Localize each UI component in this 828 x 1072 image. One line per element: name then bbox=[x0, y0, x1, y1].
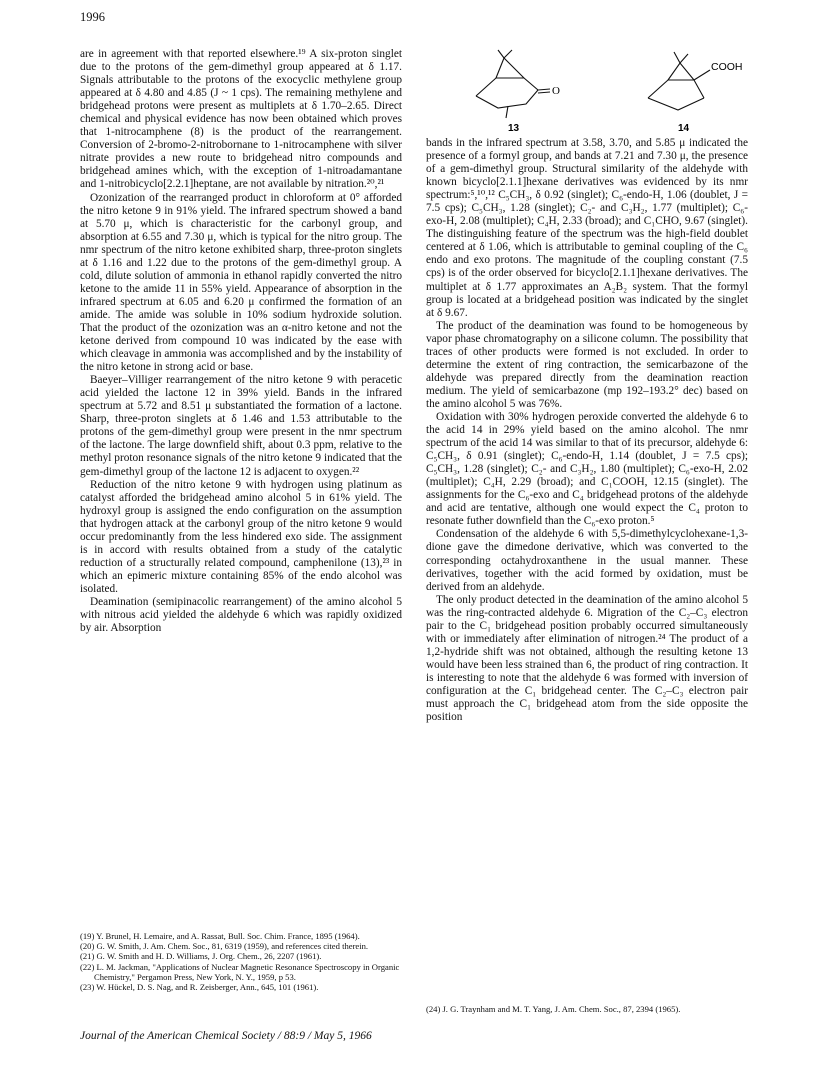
methyl-13-b bbox=[504, 50, 512, 58]
left-paragraph-3: Baeyer–Villiger rearrangement of the nitro ketone 9 with peracetic acid yielded the lactone 12 in 39% yield. Bands in the infrared spectrum at 5.72 and 8.51 μ substantiated the formation of a lactone. Sharp, three-proton singlets at δ 1.46 and 1.53 attributable to the protons of the gem-dimethyl group were present in the nmr spectrum of the lactone. The large downfield shift, about 0.3 ppm, relative to the methyl proton resonance signals of the nitro ketone 9 indicated that the gem-dimethyl group of the lactone 12 is adjacent to oxygen.²² bbox=[80, 374, 402, 478]
footnote-21: (21) G. W. Smith and H. D. Williams, J. Org. Chem., 26, 2207 (1961). bbox=[80, 951, 322, 962]
right-paragraph-4: Condensation of the aldehyde 6 with 5,5-dimethylcyclohexane-1,3-dione gave the dimedone derivative, which was converted to the corresponding octahydroxanthene in the usual manner. These derivatives, together with the acid formed by oxidation, must be derived from an aldehyde. bbox=[426, 528, 748, 593]
methyl-13-a bbox=[498, 50, 504, 58]
right-paragraph-5: The only product detected in the deamination of the amino alcohol 5 was the ring-contracted aldehyde 6. Migration of the C₂–C₃ electron pair to the C₁ bridgehead position probably occurred simultaneously with or immediately after elimination of nitrogen.²⁴ The product of a 1,2-hydride shift was not obtained, although the resulting ketone 13 would have been less strained than 6, the product of ring contraction. It is interesting to note that the aldehyde 6 was formed with inversion of configuration at the C₁ bridgehead center. The C₂–C₃ electron pair must approach the C₁ bridgehead atom from the side opposite the position bbox=[426, 593, 748, 724]
compound-14-acid-group: COOH bbox=[711, 61, 743, 73]
footnote-22: (22) L. M. Jackman, "Applications of Nuclear Magnetic Resonance Spectroscopy in Organic Chemistry," Pergamon Press, New York, N. Y., 1959, p 53. bbox=[80, 961, 400, 982]
bond-13-lower bbox=[506, 106, 508, 118]
bond-14-acid bbox=[694, 70, 710, 80]
journal-footer: Journal of the American Chemical Society / 88:9 / May 5, 1966 bbox=[80, 1030, 372, 1042]
left-paragraph-5: Deamination (semipinacolic rearrangement) of the amino alcohol 5 with nitrous acid yielded the aldehyde 6 which was rapidly oxidized by air. Absorption bbox=[80, 595, 402, 635]
right-paragraph-1: bands in the infrared spectrum at 3.58, 3.70, and 5.85 μ indicated the presence of a formyl group, and bands at 7.21 and 7.30 μ, the presence of a gem-dimethyl group. Structural similarity of the aldehyde with known bicyclo[2.1.1]hexane derivatives was evidenced by its nmr spectrum:⁵,¹⁰,¹² C₅CH₃, δ 0.92 (singlet); C₆-endo-H, 1.06 (doublet, J = 7.5 cps); C₅CH₃, 1.28 (singlet); C₂- and C₃H₂, 1.77 (multiplet); C₆-exo-H, 2.08 (multiplet); C₄H, 2.33 (broad); and C₁CHO, 9.67 (singlet). The distinguishing feature of the spectrum was the high-field doublet centered at δ 1.06, which is attributable to geminal coupling of the C₆ endo and exo protons. The magnitude of the coupling constant (7.5 cps) is of the order observed for bicyclo[2.1.1]hexane derivatives. The multiplet at δ 1.77 approximates an A₂B₂ system. That the formyl group is located at a bridgehead position was indicated by the singlet at δ 9.67. bbox=[426, 137, 748, 319]
right-footnotes bbox=[426, 1004, 748, 1014]
carbonyl-13-b bbox=[538, 92, 550, 93]
footnote-20: (20) G. W. Smith, J. Am. Chem. Soc., 81, 6319 (1959), and references cited therein. bbox=[80, 941, 369, 952]
bridge-14 bbox=[668, 63, 694, 80]
bridge-13 bbox=[496, 58, 524, 78]
left-paragraph-1: are in agreement with that reported elsewhere.¹⁹ A six-proton singlet due to the protons of the gem-dimethyl group appeared at δ 1.17. Signals attributable to the protons of the exocyclic methylene group appeared at δ 4.80 and 4.85 (J ~ 1 cps). The remaining methylene and bridgehead protons were present as multiplets at δ 1.70–2.65. Direct chemical and physical evidence has now been obtained which proves that 1-nitrocamphene (8) is the product of the rearrangement. Conversion of 2-bromo-2-nitrobornane to 1-nitrocamphene with silver nitrate provides a new route to bridgehead nitro compounds and bridgehead amines which, with the exception of 1-nitroadamantane and 1-nitrobicyclo[2.2.1]heptane, are not available by nitration.²⁰,²¹ bbox=[80, 48, 402, 191]
compound-13-label: 13 bbox=[508, 123, 520, 133]
footnote-24: (24) J. G. Traynham and M. T. Yang, J. Am. Chem. Soc., 87, 2394 (1965). bbox=[426, 1004, 681, 1014]
footnote-23: (23) W. Hückel, D. S. Nag, and R. Zeisberger, Ann., 645, 101 (1961). bbox=[80, 982, 319, 993]
carbonyl-13 bbox=[538, 89, 550, 90]
left-column bbox=[80, 48, 402, 635]
right-paragraph-3: Oxidation with 30% hydrogen peroxide converted the aldehyde 6 to the acid 14 in 29% yield based on the amino alcohol. The nmr spectrum of the acid 14 was similar to that of its precursor, aldehyde 6: C₅CH₃, δ 0.91 (singlet); C₆-endo-H, 1.14 (doublet, J = 7.5 cps); C₅CH₃, 1.28 (singlet); C₂- and C₃H₂, 1.80 (multiplet); C₆-exo-H, 2.02 (multiplet); C₄H, 2.29 (broad); and C₁COOH, 12.15 (singlet). The assignments for the C₆-exo and C₄ bridgehead protons of the aldehyde and acid are tentative, although one would expect the C₄ proton to resonate futher downfield than the C₆-exo proton.⁵ bbox=[426, 410, 748, 528]
compound-13-oxygen: O bbox=[552, 85, 560, 97]
compound-14-label: 14 bbox=[678, 123, 690, 133]
right-paragraph-2: The product of the deamination was found to be homogeneous by vapor phase chromatography on a silicone column. The possibility that traces of other products were formed is not excluded. In order to determine the extent of ring contraction, the semicarbazone of the aldehyde was prepared directly from the deamination reaction medium. The yield of semicarbazone (mp 192–193.2° dec) based on the amino alcohol 5 was 76%. bbox=[426, 319, 748, 410]
left-paragraph-2: Ozonization of the rearranged product in chloroform at 0° afforded the nitro ketone 9 in 91% yield. The infrared spectrum showed a band at 5.70 μ, which is characteristic for the carbonyl group, and absorption at 6.55 and 7.30 μ, which is typical for the nitro group. The nmr spectrum of the nitro ketone exhibited sharp, three-proton singlets at δ 1.16 and 1.22 due to the protons of the gem-dimethyl group. A cold, dilute solution of ammonia in ethanol rapidly converted the nitro ketone to the amide 11 in 55% yield. Appearance of absorption in the infrared spectrum at 6.05 and 6.20 μ confirmed the formation of an amide. The amide was soluble in 10% sodium hydroxide solution. That the product of the ozonization was an α-nitro ketone and not the ketone derived from compound 10 was indicated by the ease with which cleavage in ammonia was accomplished and by the instability of the nitro ketone in strong acid or base. bbox=[80, 191, 402, 374]
ring-14-bottom bbox=[648, 98, 704, 110]
page-number: 1996 bbox=[80, 10, 105, 24]
methyl-14-a bbox=[674, 52, 680, 63]
left-footnotes bbox=[80, 931, 402, 992]
structure-figures bbox=[468, 38, 748, 133]
ring-14-top bbox=[648, 80, 704, 98]
structure-diagram bbox=[468, 38, 748, 133]
methyl-14-b bbox=[680, 54, 688, 63]
left-paragraph-4: Reduction of the nitro ketone 9 with hydrogen using platinum as catalyst afforded the bridgehead amino alcohol 5 in 61% yield. The hydroxyl group is assigned the endo configuration on the assumption that hydrogen attack at the carbonyl group of the nitro ketone 9 would occur predominantly from the less hindered exo side. The assignment is in accord with results obtained from a study of the catalytic reduction of a structurally related compound, camphenilone (13),²³ in which an epimeric mixture containing 85% of the endo alcohol was isolated. bbox=[80, 478, 402, 595]
right-column bbox=[426, 137, 748, 724]
ring-13-bottom bbox=[476, 90, 538, 108]
footnote-19: (19) Y. Brunel, H. Lemaire, and A. Rassat, Bull. Soc. Chim. France, 1895 (1964). bbox=[80, 931, 360, 941]
ring-13-top bbox=[476, 78, 538, 96]
